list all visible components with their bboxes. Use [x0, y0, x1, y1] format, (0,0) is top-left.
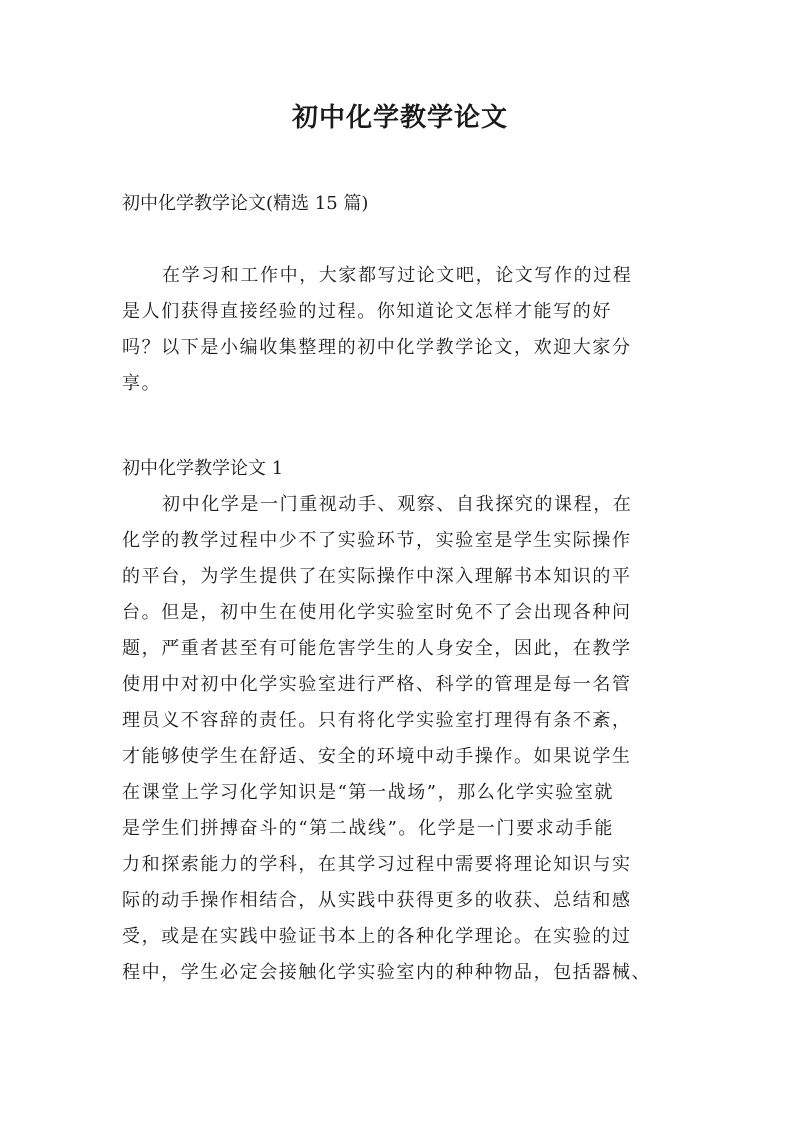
paragraph-line: 是学生们拼搏奋斗的“第二战线”。化学是一门要求动手能 — [122, 818, 615, 839]
paragraph-line: 在课堂上学习化学知识是“第一战场”，那么化学实验室就 — [122, 782, 615, 803]
paragraph-line: 使用中对初中化学实验室进行严格、科学的管理是每一名管 — [122, 674, 632, 695]
paragraph-line: 在学习和工作中，大家都写过论文吧，论文写作的过程 — [162, 265, 633, 286]
paragraph-line: 理员义不容辞的责任。只有将化学实验室打理得有条不紊， — [122, 710, 632, 731]
paragraph-line: 力和探索能力的学科，在其学习过程中需要将理论知识与实 — [122, 854, 632, 875]
paragraph-line: 受，或是在实践中验证书本上的各种化学理论。在实验的过 — [122, 926, 632, 947]
paragraph-line: 享。 — [122, 373, 162, 394]
section-heading: 初中化学教学论文 1 — [122, 458, 284, 479]
section-paragraph — [122, 487, 682, 991]
intro-paragraph — [122, 258, 682, 402]
paragraph-line: 化学的教学过程中少不了实验环节，实验室是学生实际操作 — [122, 530, 632, 551]
document-subtitle: 初中化学教学论文(精选 15 篇) — [122, 193, 369, 214]
paragraph-line: 是人们获得直接经验的过程。你知道论文怎样才能写的好 — [122, 301, 612, 322]
paragraph-line: 的平台，为学生提供了在实际操作中深入理解书本知识的平 — [122, 566, 632, 587]
paragraph-line: 题，严重者甚至有可能危害学生的人身安全，因此，在教学 — [122, 638, 632, 659]
paragraph-line: 吗？以下是小编收集整理的初中化学教学论文，欢迎大家分 — [122, 337, 632, 358]
paragraph-line: 际的动手操作相结合，从实践中获得更多的收获、总结和感 — [122, 890, 632, 911]
paragraph-line: 初中化学是一门重视动手、观察、自我探究的课程，在 — [162, 494, 633, 515]
paragraph-line: 才能够使学生在舒适、安全的环境中动手操作。如果说学生 — [122, 746, 632, 767]
document-title: 初中化学教学论文 — [291, 103, 508, 133]
paragraph-line: 程中，学生必定会接触化学实验室内的种种物品，包括器械、 — [122, 962, 652, 983]
paragraph-line: 台。但是，初中生在使用化学实验室时免不了会出现各种问 — [122, 602, 632, 623]
